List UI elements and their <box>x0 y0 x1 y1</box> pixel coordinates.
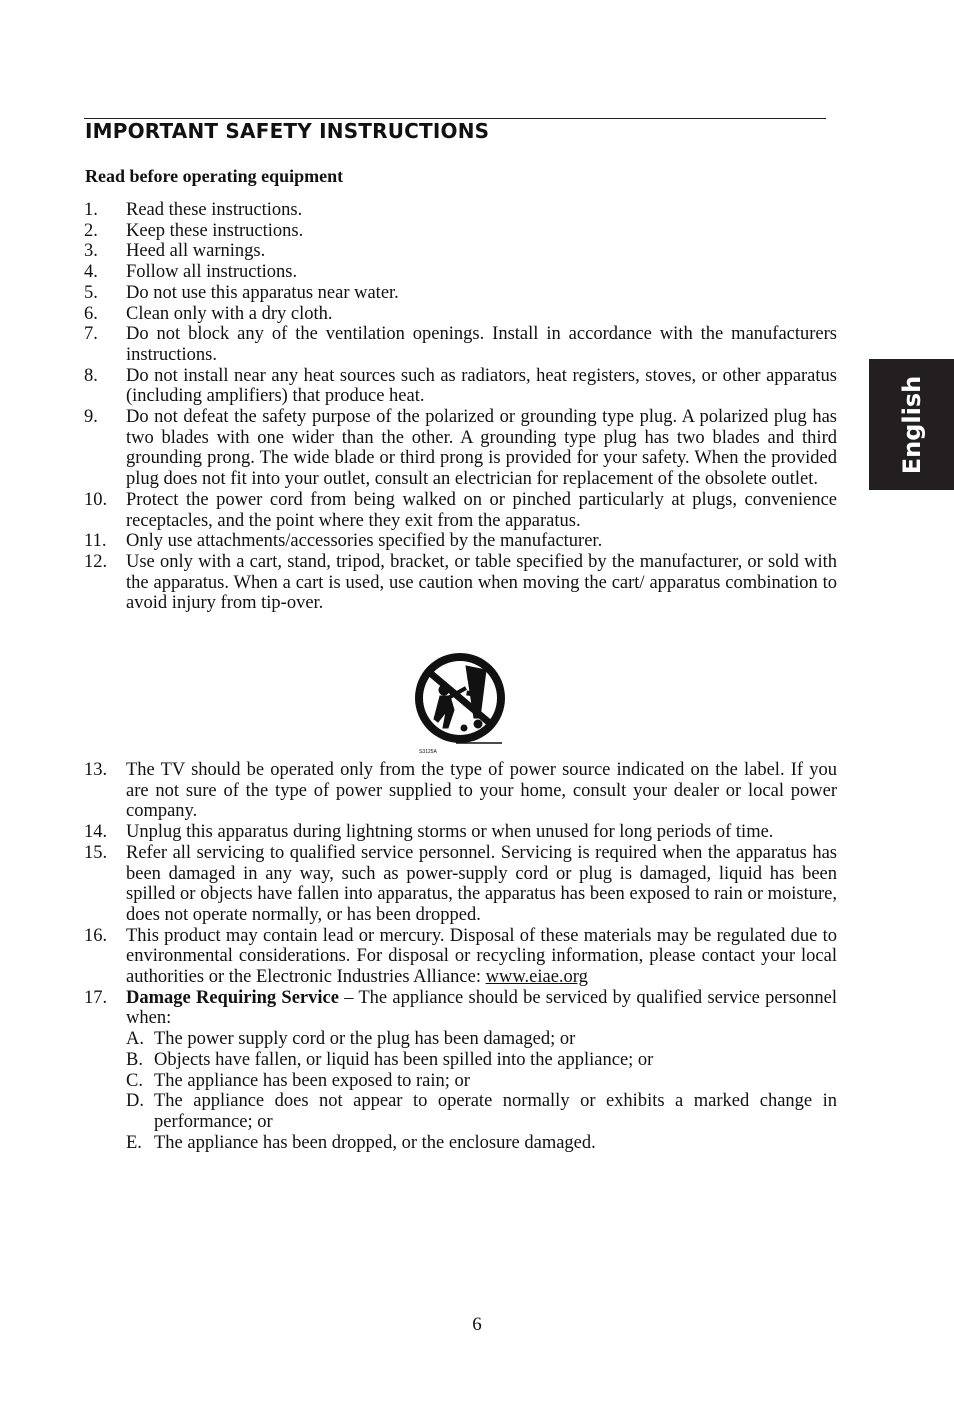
item-text: The appliance has been dropped, or the enclosure damaged. <box>154 1132 596 1153</box>
list-item <box>84 241 837 262</box>
item-text: Heed all warnings. <box>126 241 266 262</box>
item-number: D. <box>126 1091 144 1112</box>
sub-list-item <box>126 1071 837 1092</box>
item-text: The TV should be operated only from the type of power source indicated on the label. If you are not sure of the type of power supplied to your home, consult your dealer or local power company. <box>126 760 837 822</box>
list-item <box>84 200 837 221</box>
item-text: Follow all instructions. <box>126 262 298 283</box>
list-item <box>84 552 837 614</box>
instructions-list-1 <box>84 200 837 614</box>
list-item <box>84 221 837 242</box>
list-item <box>84 262 837 283</box>
item-text: Keep these instructions. <box>126 220 304 241</box>
item-text: This product may contain lead or mercury. Disposal of these materials may be regulated due to environmental considerations. For disposal or recycling information, please contact your local authorities or the Electronic Industries Alliance: <box>126 925 837 988</box>
item-text: Protect the power cord from being walked on or pinched particularly at plugs, convenience receptacles, and the point where they exit from the apparatus. <box>126 489 837 531</box>
list-item <box>84 988 837 1029</box>
list-item <box>84 822 837 843</box>
item-number: 7. <box>84 324 98 345</box>
item-text: Do not defeat the safety purpose of the polarized or grounding type plug. A polarized plug has two blades with one wider than the other. A grounding type plug has two blades and third grounding prong. The wide blade or third prong is provided for your safety. When the provided plug does not fit into your outlet, consult an electrician for replacement of the obsolete outlet. <box>126 407 837 490</box>
list-item <box>84 283 837 304</box>
item-number: 4. <box>84 262 98 283</box>
item-heading: Damage Requiring Service <box>126 987 339 1008</box>
list-item <box>84 531 837 552</box>
item-number: 10. <box>84 489 108 510</box>
item-text: Unplug this apparatus during lightning storms or when unused for long periods of time. <box>126 822 774 843</box>
section-subtitle: Read before operating equipment <box>85 166 344 186</box>
list-item <box>84 407 837 490</box>
item-text: Do not install near any heat sources such as radiators, heat registers, stoves, or other apparatus (including amplifiers) that produce heat. <box>126 365 837 407</box>
item-number: 1. <box>84 200 98 220</box>
language-tab <box>869 359 954 490</box>
list-item <box>84 926 837 988</box>
item-text: Do not use this apparatus near water. <box>126 282 399 303</box>
cart-tip-over-warning-icon <box>410 652 512 756</box>
item-number: 16. <box>84 925 108 946</box>
item-text: The power supply cord or the plug has been damaged; or <box>154 1029 576 1050</box>
item-number: 9. <box>84 407 98 428</box>
item-number: 3. <box>84 241 98 262</box>
item-number: 2. <box>84 220 98 241</box>
item-number: E. <box>126 1132 142 1153</box>
item-number: 17. <box>84 987 108 1008</box>
item-number: C. <box>126 1070 143 1091</box>
figure-code: S3125A <box>419 749 437 755</box>
page-title: IMPORTANT SAFETY INSTRUCTIONS <box>85 119 490 143</box>
item-text: The appliance does not appear to operate normally or exhibits a marked change in performance; or <box>154 1091 837 1132</box>
item-number: 8. <box>84 365 98 386</box>
item-number: A. <box>126 1029 144 1050</box>
item-number: 12. <box>84 551 108 572</box>
item-number: 14. <box>84 822 108 843</box>
instructions-list-2 <box>84 760 837 1153</box>
sub-list-item <box>126 1050 837 1071</box>
item-text: Read these instructions. <box>126 200 303 220</box>
item-text: – The appliance should be serviced by qualified service personnel when: <box>126 987 837 1029</box>
item-number: 11. <box>84 531 107 552</box>
item-number: B. <box>126 1049 143 1070</box>
list-item <box>84 304 837 325</box>
item-text: Do not block any of the ventilation openings. Install in accordance with the manufacturers instructions. <box>126 324 837 365</box>
item-number: 5. <box>84 282 98 303</box>
item-text: Refer all servicing to qualified service personnel. Servicing is required when the apparatus has been damaged in any way, such as power-supply cord or plug is damaged, liquid has been spilled or objects have fallen into apparatus, the apparatus has been exposed to rain or moisture, does not operate normally, or has been dropped. <box>126 842 837 925</box>
list-item <box>84 324 837 365</box>
list-item <box>84 490 837 531</box>
item-text: Only use attachments/accessories specified by the manufacturer. <box>126 531 603 552</box>
item-text: Use only with a cart, stand, tripod, bracket, or table specified by the manufacturer, or sold with the apparatus. When a cart is used, use caution when moving the cart/ apparatus combination to avoid injury from tip-over. <box>126 551 837 614</box>
item-number: 15. <box>84 842 108 863</box>
language-tab-label: English <box>897 375 926 474</box>
page-number: 6 <box>472 1314 482 1335</box>
eia-link[interactable]: www.eiae.org <box>485 967 588 988</box>
item-number: 13. <box>84 760 108 780</box>
list-item <box>84 843 837 926</box>
list-item <box>84 760 837 822</box>
sub-list-item <box>126 1029 837 1050</box>
item-text: The appliance has been exposed to rain; or <box>154 1070 470 1091</box>
item-text: Objects have fallen, or liquid has been spilled into the appliance; or <box>154 1049 654 1070</box>
item-number: 6. <box>84 303 98 324</box>
item-text: Clean only with a dry cloth. <box>126 303 333 324</box>
sub-list-item <box>126 1091 837 1132</box>
sub-list-item <box>126 1133 837 1154</box>
list-item <box>84 366 837 407</box>
